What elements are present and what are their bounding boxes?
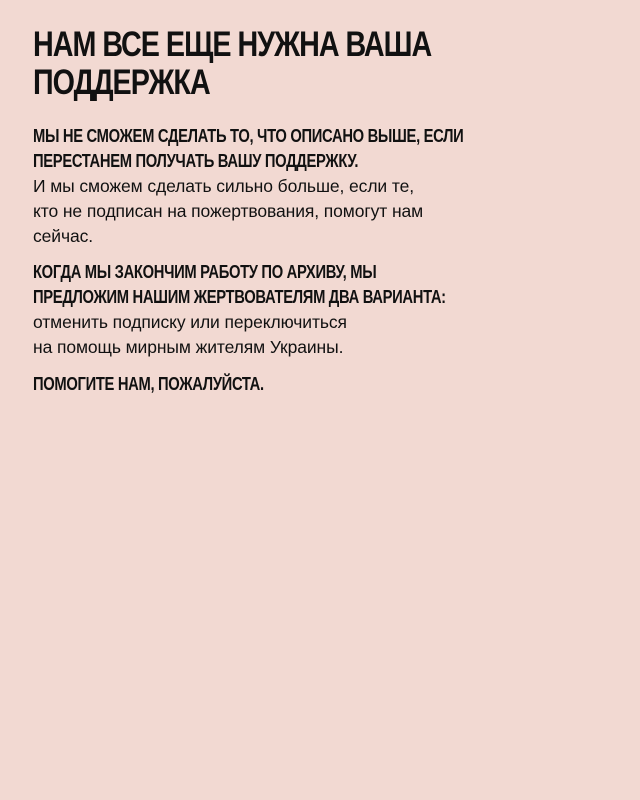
call-to-action: [33, 372, 618, 397]
support-appeal-page: [33, 26, 618, 397]
lead-line: ПОМОГИТЕ НАМ, ПОЖАЛУЙСТА.: [33, 374, 264, 394]
lead-line: ПЕРЕСТАНЕМ ПОЛУЧАТЬ ВАШУ ПОДДЕРЖКУ.: [33, 151, 359, 171]
section-2-body: [33, 310, 618, 360]
body-line: И мы сможем сделать сильно больше, если те,: [33, 176, 414, 196]
body-line: отменить подписку или переключиться: [33, 312, 347, 332]
lead-line: ПРЕДЛОЖИМ НАШИМ ЖЕРТВОВАТЕЛЯМ ДВА ВАРИАНТА:: [33, 287, 446, 307]
body-line: на помощь мирным жителям Украины.: [33, 337, 344, 357]
page-title: [33, 26, 618, 102]
section-1-body: [33, 174, 618, 249]
section-1-lead: [33, 124, 618, 174]
lead-line: КОГДА МЫ ЗАКОНЧИМ РАБОТУ ПО АРХИВУ, МЫ: [33, 262, 377, 282]
title-line: ПОДДЕРЖКА: [33, 63, 210, 102]
title-line: НАМ ВСЕ ЕЩЕ НУЖНА ВАША: [33, 25, 432, 64]
body-line: кто не подписан на пожертвования, помогут нам: [33, 201, 424, 221]
lead-line: МЫ НЕ СМОЖЕМ СДЕЛАТЬ ТО, ЧТО ОПИСАНО ВЫШЕ, ЕСЛИ: [33, 126, 464, 146]
section-2-lead: [33, 260, 618, 310]
body-line: сейчас.: [33, 226, 94, 246]
